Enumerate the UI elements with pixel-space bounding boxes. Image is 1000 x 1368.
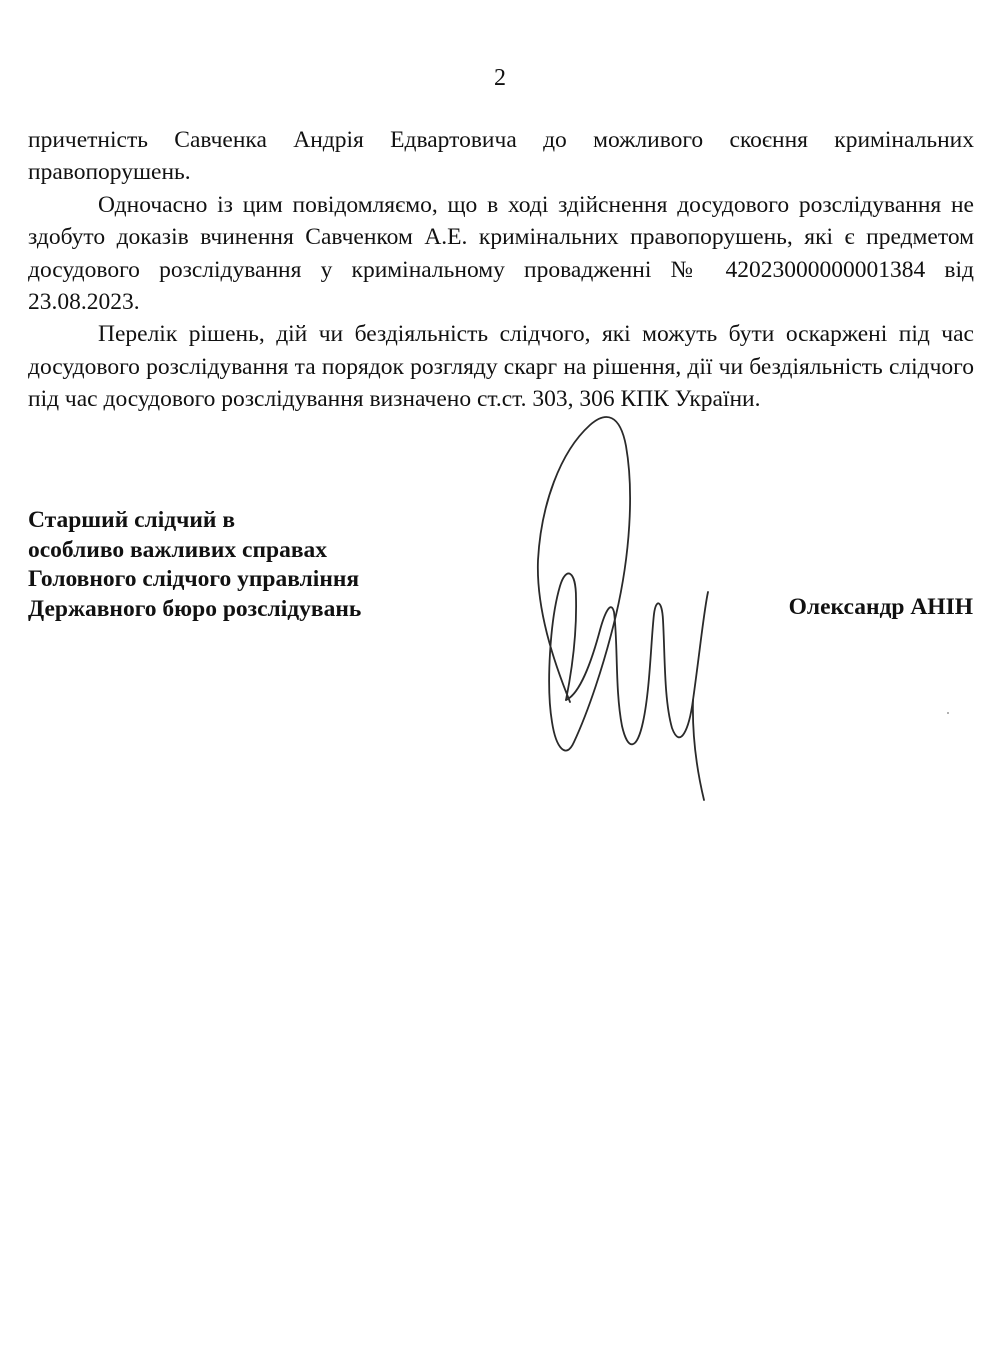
position-line: особливо важливих справах: [28, 536, 328, 563]
position-line: Старший слідчий в: [28, 507, 236, 533]
signer-name: Олександр АНІН: [788, 594, 973, 620]
paragraph-continuation: причетність Савченка Андрія Едвартовича до можливого скоєння кримінальних правопорушень.: [28, 127, 974, 186]
position-line: Головного слідчого управління: [28, 566, 360, 592]
letter-body: [28, 124, 974, 416]
paragraph-appeal-procedure: Перелік рішень, дій чи бездіяльність слідчого, які можуть бути оскаржені під час досудового розслідування та порядок розгляду скарг на рішення, дії чи бездіяльність слідчого під час досудового розслідування визначено ст.ст. 303, 306 КПК України.: [28, 321, 974, 413]
paragraph-no-evidence: Одночасно із цим повідомляємо, що в ході здійснення досудового розслідування не здобуто доказів вчинення Савченком А.Е. кримінальних правопорушень, які є предметом досудового розслідування у кримінальному провадженні № 42023000000001384 від 23.08.2023.: [28, 191, 974, 316]
position-line: Державного бюро розслідувань: [28, 595, 362, 622]
signatory-position: [28, 506, 361, 624]
scan-speck: [947, 712, 949, 714]
page-number: 2: [494, 65, 506, 91]
